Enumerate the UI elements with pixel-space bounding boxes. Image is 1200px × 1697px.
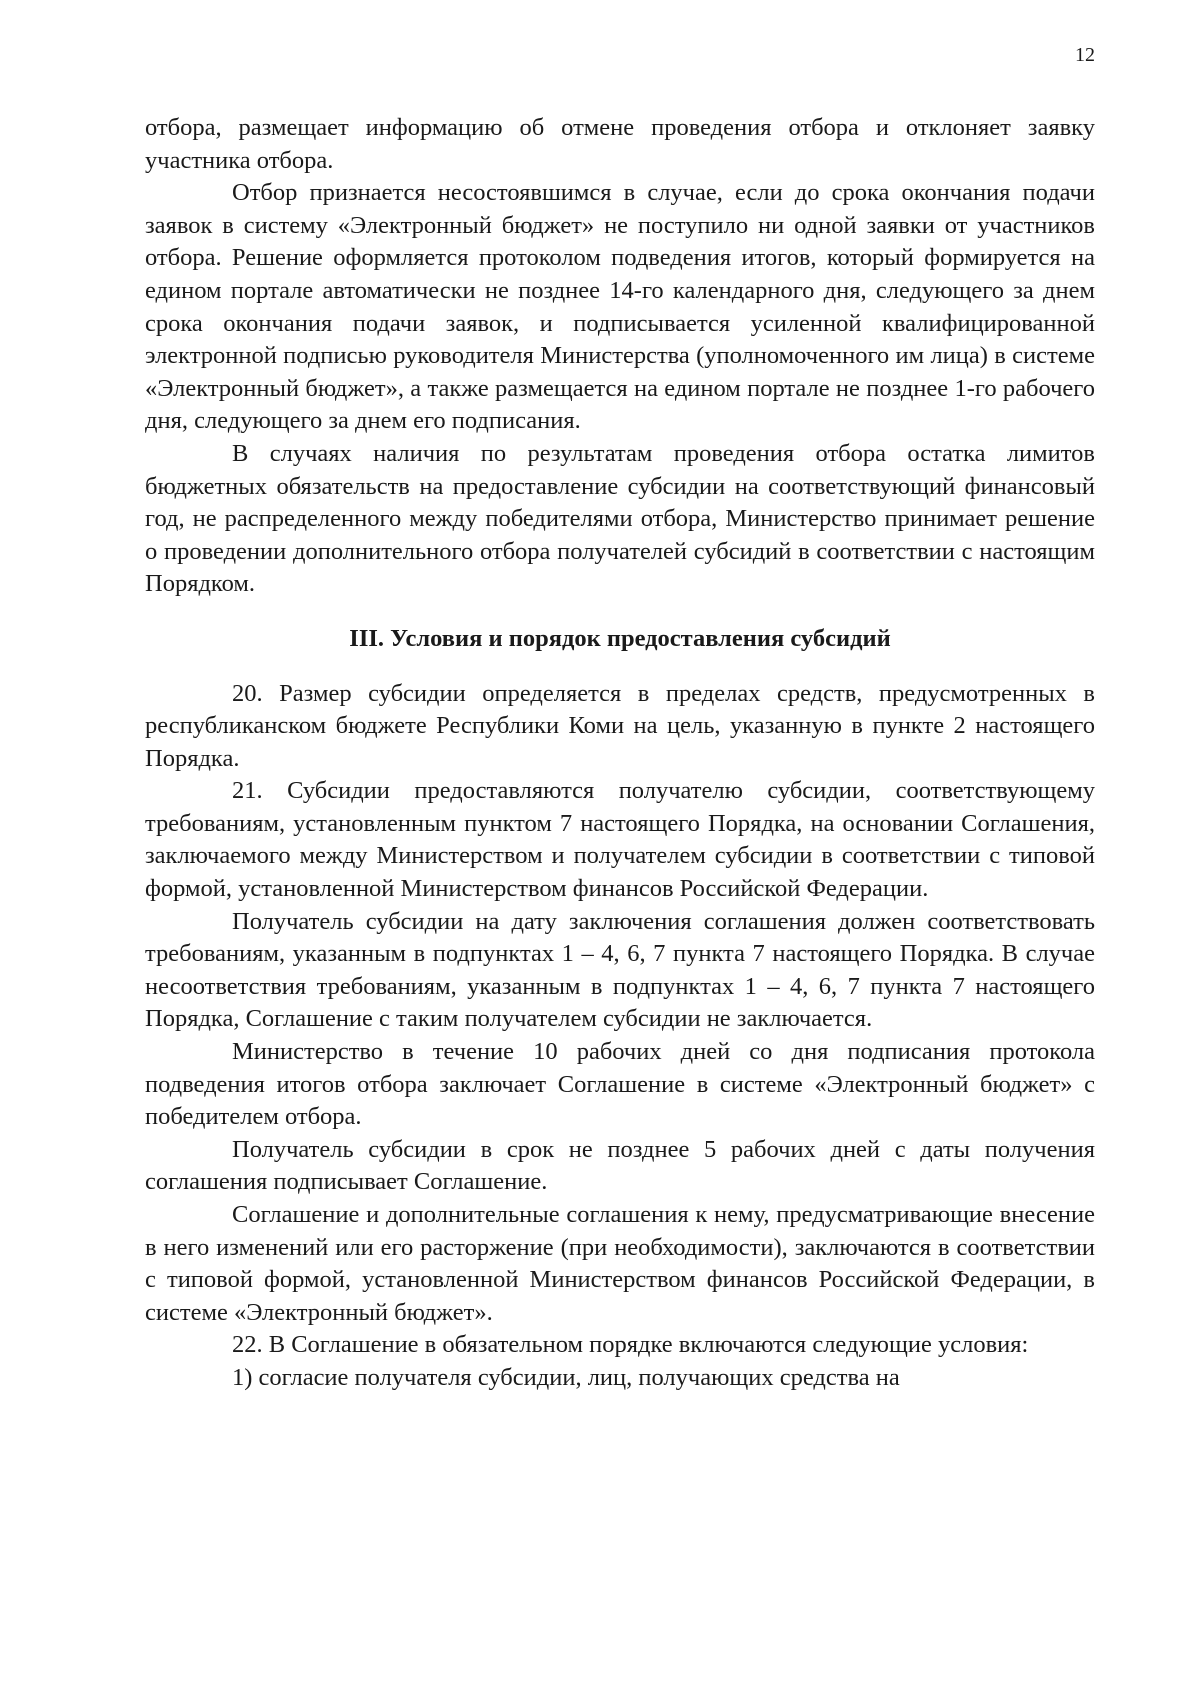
paragraph: В случаях наличия по результатам проведения отбора остатка лимитов бюджетных обязательств на предоставление субсидии на соответствующий финансовый год, не распределенного между победителями отбора, Министерство принимает решение о проведении дополнительного отбора получателей субсидий в соответствии с настоящим Порядком. <box>145 439 1095 598</box>
section-heading: III. Условия и порядок предоставления субсидий <box>349 624 891 652</box>
paragraph: Получатель субсидии в срок не позднее 5 рабочих дней с даты получения соглашения подписывает Соглашение. <box>145 1135 1095 1196</box>
paragraph: Министерство в течение 10 рабочих дней со дня подписания протокола подведения итогов отбора заключает Соглашение в системе «Электронный бюджет» с победителем отбора. <box>145 1038 1095 1131</box>
paragraph: 21. Субсидии предоставляются получателю субсидии, соответствующему требованиям, установленным пунктом 7 настоящего Порядка, на основании Соглашения, заключаемого между Министерством и получателем субсидии в соответствии с типовой формой, установленной Министерством финансов Российской Федерации. <box>145 777 1095 903</box>
paragraph: Отбор признается несостоявшимся в случае, если до срока окончания подачи заявок в систему «Электронный бюджет» не поступило ни одной заявки от участников отбора. Решение оформляется протоколом подведения итогов, который формируется на едином портале автоматически не позднее 14-го календарного дня, следующего за днем срока окончания подачи заявок, и подписывается усиленной квалифицированной электронной подписью руководителя Министерства (уполномоченного им лица) в системе «Электронный бюджет», а также размещается на едином портале не позднее 1-го рабочего дня, следующего за днем его подписания. <box>145 179 1095 435</box>
document-body <box>145 112 1095 1395</box>
paragraph: Получатель субсидии на дату заключения соглашения должен соответствовать требованиям, указанным в подпунктах 1 – 4, 6, 7 пункта 7 настоящего Порядка. В случае несоответствия требованиям, указанным в подпунктах 1 – 4, 6, 7 пункта 7 настоящего Порядка, Соглашение с таким получателем субсидии не заключается. <box>145 907 1095 1033</box>
page-number: 12 <box>1075 44 1095 66</box>
paragraph: отбора, размещает информацию об отмене проведения отбора и отклоняет заявку участника отбора. <box>145 114 1095 174</box>
paragraph: 20. Размер субсидии определяется в пределах средств, предусмотренных в республиканском бюджете Республики Коми на цель, указанную в пункте 2 настоящего Порядка. <box>145 679 1095 772</box>
paragraph: 22. В Соглашение в обязательном порядке включаются следующие условия: <box>232 1331 1029 1359</box>
paragraph: Соглашение и дополнительные соглашения к нему, предусматривающие внесение в него изменений или его расторжение (при необходимости), заключаются в соответствии с типовой формой, установленной Министерством финансов Российской Федерации, в системе «Электронный бюджет». <box>145 1201 1095 1326</box>
paragraph: 1) согласие получателя субсидии, лиц, получающих средства на <box>232 1363 900 1391</box>
